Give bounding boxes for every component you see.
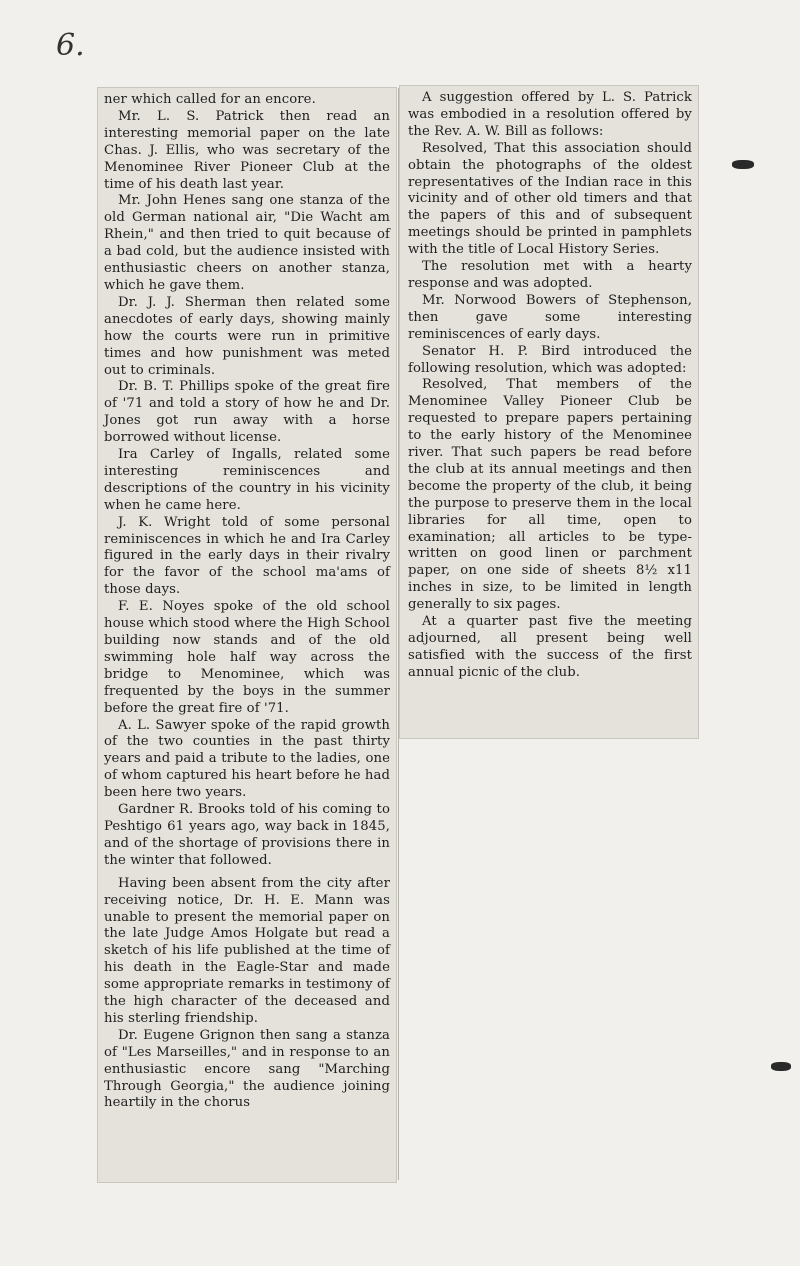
paragraph: Mr. L. S. Patrick then read an interesting memorial paper on the late Chas. J. Ellis, who was secretary of the Menominee River Pioneer Club at the time of his death last year. bbox=[104, 108, 390, 192]
clipping-right-column bbox=[400, 86, 698, 738]
paragraph: Resolved, That members of the Menominee Valley Pioneer Club be requested to prepare papers pertaining to the early history of the Menominee river. That such papers be read before the club at its annual meetings and then become the property of the club, it being the purpose to preserve them in the local libraries for all time, open to examination; all articles to be type-written on good linen or parchment paper, on one side of sheets 8½ x11 inches in size, to be limited in length generally to six pages. bbox=[408, 377, 692, 613]
paragraph: Mr. Norwood Bowers of Stephenson, then gave some interesting reminiscences of early days. bbox=[408, 292, 692, 342]
paragraph: Dr. Eugene Grignon then sang a stanza of "Les Marseilles," and in response to an enthusiastic encore sang "Marching Through Georgia," the audience joining heartily in the chorus bbox=[104, 1027, 390, 1111]
paragraph: Senator H. P. Bird introduced the following resolution, which was adopted: bbox=[408, 343, 692, 376]
ink-speck-mark bbox=[771, 1062, 791, 1071]
paragraph: Dr. J. J. Sherman then related some anecdotes of early days, showing mainly how the courts were run in primitive times and how punishment was meted out to criminals. bbox=[104, 294, 390, 378]
page-number: 6. bbox=[56, 28, 85, 63]
paragraph: F. E. Noyes spoke of the old school house which stood where the High School building now stands and of the old swimming hole half way across the bridge to Menominee, which was frequented by the boys in the summer before the great fire of '71. bbox=[104, 599, 390, 716]
paragraph: Dr. B. T. Phillips spoke of the great fire of '71 and told a story of how he and Dr. Jones got run away with a horse borrowed without license. bbox=[104, 379, 390, 446]
paragraph: At a quarter past five the meeting adjourned, all present being well satisfied with the success of the first annual picnic of the club. bbox=[408, 614, 692, 680]
clipping-left-column bbox=[98, 88, 396, 1182]
ink-speck-mark bbox=[732, 160, 754, 169]
paragraph: Ira Carley of Ingalls, related some interesting reminiscences and descriptions of the country in his vicinity when he came here. bbox=[104, 447, 390, 513]
paragraph: A. L. Sawyer spoke of the rapid growth of the two counties in the past thirty years and paid a tribute to the ladies, one of whom captured his heart before he had been here two years. bbox=[104, 717, 390, 801]
paragraph: Mr. John Henes sang one stanza of the old German national air, "Die Wacht am Rhein," and then tried to quit because of a bad cold, but the audience insisted with enthusiastic cheers on another stanza, which he gave them. bbox=[104, 193, 390, 293]
paragraph: The resolution met with a hearty response and was adopted. bbox=[408, 259, 692, 291]
column-divider bbox=[398, 88, 399, 1180]
paragraph: ner which called for an encore. bbox=[104, 92, 316, 107]
paragraph: Gardner R. Brooks told of his coming to Peshtigo 61 years ago, way back in 1845, and of the shortage of provisions there in the winter that followed. bbox=[104, 802, 390, 868]
paragraph: J. K. Wright told of some personal reminiscences in which he and Ira Carley figured in the early days in their rivalry for the favor of the school ma'ams of those days. bbox=[104, 514, 390, 598]
paragraph: Resolved, That this association should obtain the photographs of the oldest representatives of the Indian race in this vicinity and of other old timers and that the papers of this and of subsequent meetings should be printed in pamphlets with the title of Local History Series. bbox=[408, 140, 692, 258]
paragraph: A suggestion offered by L. S. Patrick was embodied in a resolution offered by the Rev. A. W. Bill as follows: bbox=[408, 90, 692, 139]
paragraph: Having been absent from the city after receiving notice, Dr. H. E. Mann was unable to present the memorial paper on the late Judge Amos Holgate but read a sketch of his life published at the time of his death in the Eagle-Star and made some appropriate remarks in testimony of the high character of the deceased and his sterling friendship. bbox=[104, 875, 390, 1026]
